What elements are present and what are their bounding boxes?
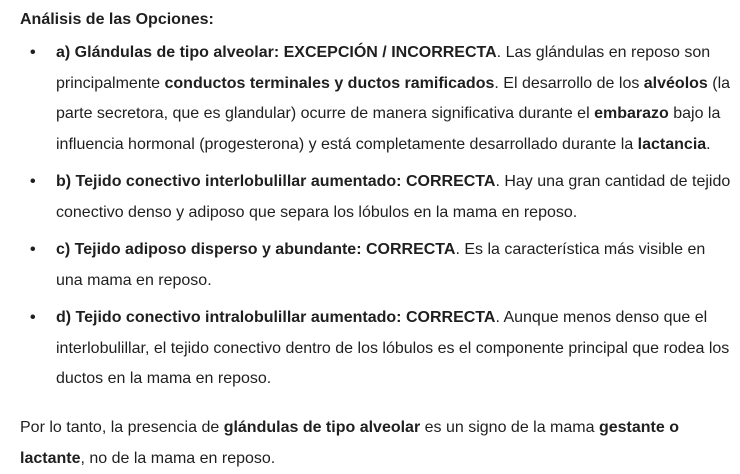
option-item-c <box>20 235 732 296</box>
option-text <box>56 44 730 153</box>
text-run: , no de la mama en reposo. <box>80 449 276 467</box>
text-run: es un signo de la mama <box>420 419 599 436</box>
bullet-marker: • <box>30 309 36 326</box>
emphasis-text: conductos terminales y ductos ramificados <box>164 74 495 92</box>
option-item-b <box>20 167 732 228</box>
option-d-title: d) Tejido conectivo intralobulillar aumentado: CORRECTA <box>56 309 496 326</box>
option-c-title: c) Tejido adiposo disperso y abundante: CORRECTA <box>56 241 456 258</box>
text-run: bajo la influencia hormonal (progesterona) y está completamente desarrollado durante la <box>56 105 721 153</box>
option-a-title: a) Glándulas de tipo alveolar: EXCEPCIÓN / INCORRECTA <box>56 44 497 61</box>
option-text <box>56 309 729 387</box>
section-heading: Análisis de las Opciones: <box>20 11 214 28</box>
text-run: . Aunque menos denso que el interlobulillar, el tejido conectivo dentro de los lóbulos es el componente principal que rodea los ductos en la mama en reposo. <box>56 309 730 387</box>
option-text <box>56 241 705 289</box>
emphasis-text: embarazo <box>594 105 669 122</box>
text-run: . El desarrollo de los <box>494 74 644 92</box>
emphasis-text: alvéolos <box>643 74 708 92</box>
emphasis-text: glándulas de tipo alveolar <box>223 419 421 436</box>
text-run: Por lo tanto, la presencia de <box>20 419 224 436</box>
text-run: . Las glándulas en reposo son principalmente <box>56 44 711 92</box>
emphasis-text: lactancia <box>637 135 707 153</box>
option-item-a <box>20 38 732 160</box>
bullet-marker: • <box>30 241 36 258</box>
option-text <box>56 173 730 221</box>
option-item-d <box>20 303 732 395</box>
option-b-title: b) Tejido conectivo interlobulillar aumentado: CORRECTA <box>56 173 496 190</box>
emphasis-text: gestante o lactante <box>20 419 679 467</box>
text-run: . <box>706 135 711 153</box>
text-run: (la parte secretora, que es glandular) ocurre de manera significativa durante el <box>56 74 731 122</box>
conclusion-paragraph <box>20 413 720 474</box>
options-list <box>20 38 732 402</box>
bullet-marker: • <box>30 44 36 61</box>
text-run: . Es la característica más visible en una mama en reposo. <box>56 241 706 289</box>
text-run: . Hay una gran cantidad de tejido conectivo denso y adiposo que separa los lóbulos en la mama en reposo. <box>56 173 731 221</box>
bullet-marker: • <box>30 173 36 190</box>
